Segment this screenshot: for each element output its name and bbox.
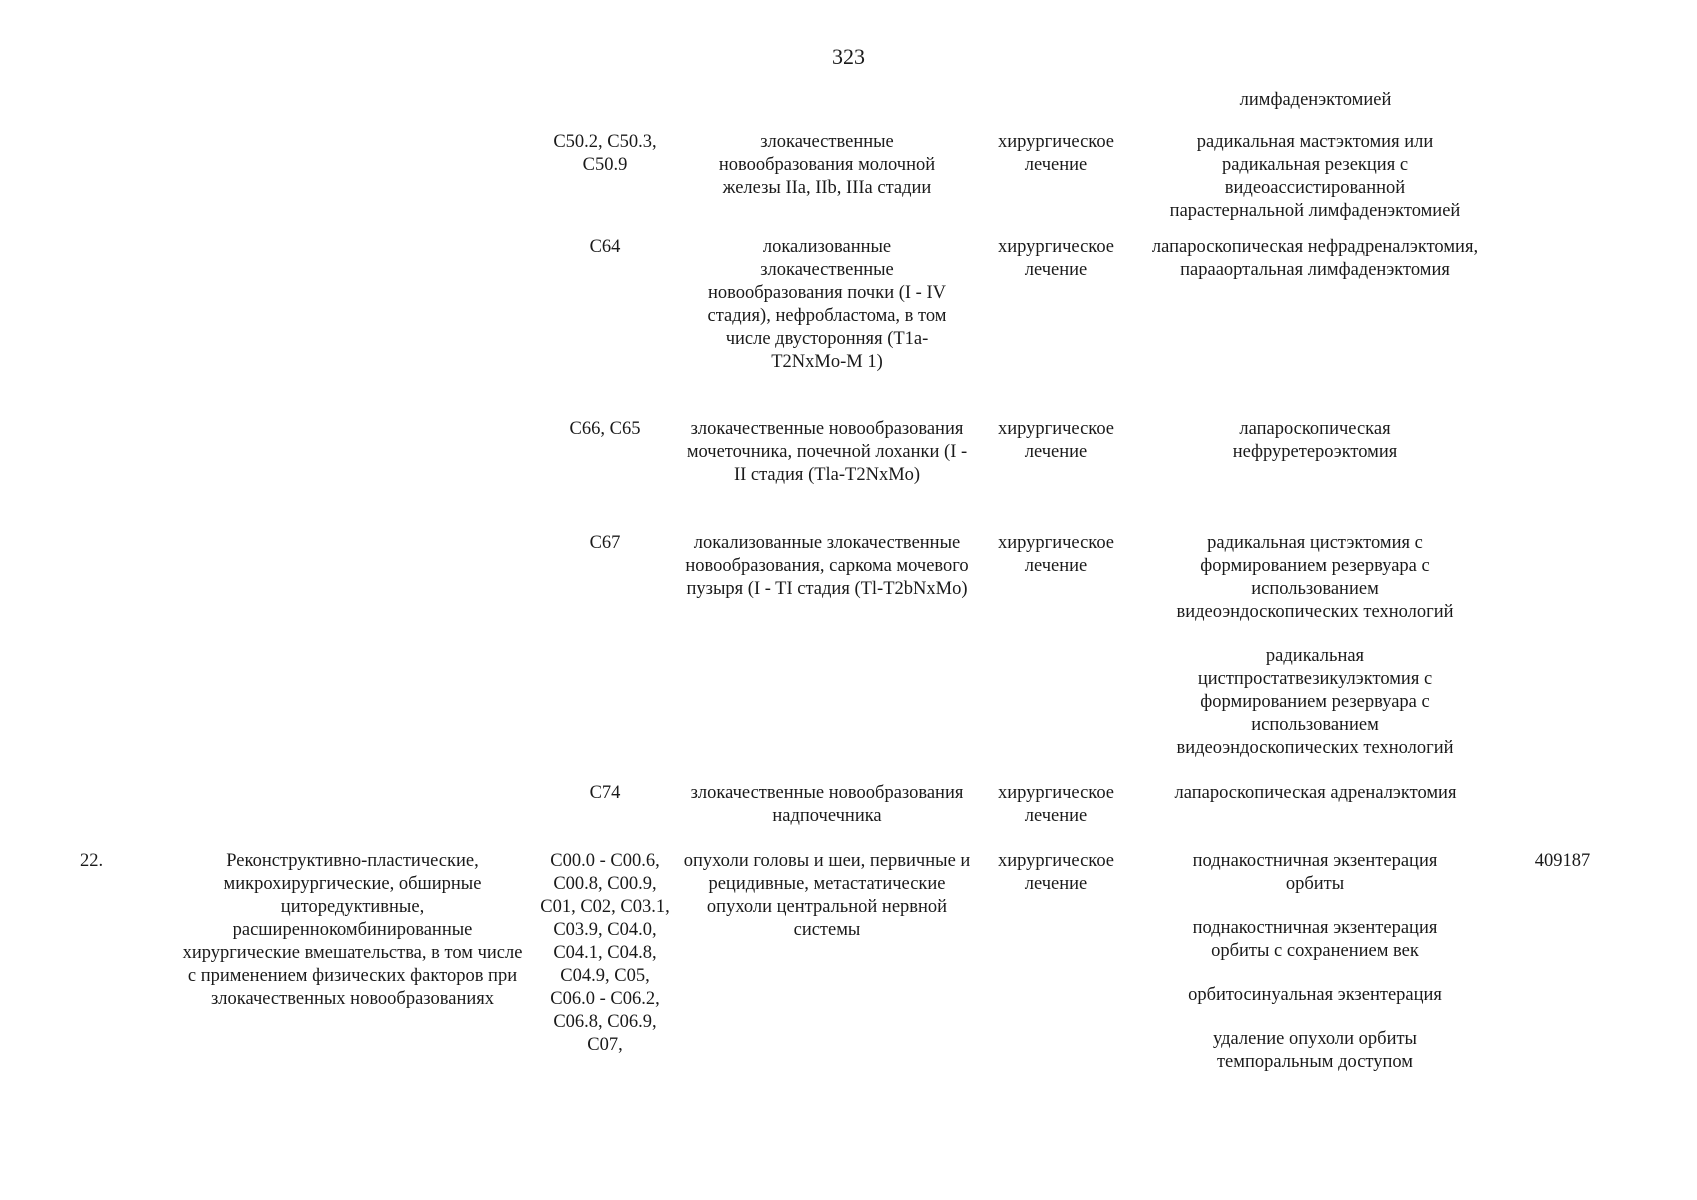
method-cell — [1160, 131, 1470, 223]
diagnosis-cell: локализованные злокачественные новообразования почки (I - IV стадия), нефробластома, в том числе двусторонняя (T1a-T2NxMo-M 1) — [707, 237, 947, 372]
diagnosis-cell: опухоли головы и шеи, первичные и рецидивные, метастатические опухоли центральной нервной системы — [683, 851, 971, 940]
treatment-cell: хирургическое лечение — [997, 132, 1115, 175]
intervention-name-cell: Реконструктивно-пластические, микрохирургические, обширные циторедуктивные, расширеннокомбинированные хирургические вмешательства, в том числе с применением физических факторов при злокачественных новообразованиях — [182, 851, 523, 1009]
treatment-cell: хирургическое лечение — [997, 851, 1115, 894]
codes-cell: C74 — [589, 783, 621, 803]
method-cell — [1210, 418, 1420, 464]
method-cell — [1138, 89, 1493, 112]
row-number: 22. — [80, 851, 104, 871]
codes-cell: C50.2, C50.3, C50.9 — [553, 132, 657, 175]
method-item: лапароскопическая нефруретероэктомия — [1232, 419, 1398, 462]
codes-cell: C66, C65 — [569, 419, 641, 439]
method-item: орбитосинуальная экзентерация — [1188, 985, 1442, 1005]
diagnosis-cell: злокачественные новообразования молочной железы IIa, IIb, IIIa стадии — [718, 132, 936, 198]
codes-cell: C00.0 - C00.6, C00.8, C00.9, C01, C02, C03.1, C03.9, C04.0, C04.1, C04.8, C04.9, C05, C06.0 - C06.2, C06.8, C06.9, C07, — [540, 851, 670, 1055]
method-item: радикальная мастэктомия или радикальная резекция с видеоассистированной парастернальной лимфаденэктомией — [1169, 132, 1461, 221]
codes-cell: C67 — [589, 533, 621, 553]
diagnosis-cell: злокачественные новообразования надпочечника — [690, 783, 964, 826]
treatment-cell: хирургическое лечение — [997, 533, 1115, 576]
treatment-cell: хирургическое лечение — [997, 237, 1115, 280]
method-cell — [1160, 532, 1470, 760]
diagnosis-cell: локализованные злокачественные новообразования, саркома мочевого пузыря (I - TI стадия (Tl-T2bNxMo) — [685, 533, 969, 599]
method-item: поднакостничная экзентерация орбиты — [1192, 851, 1438, 894]
method-item: лапароскопическая адреналэктомия — [1174, 783, 1457, 803]
codes-cell: C64 — [589, 237, 621, 257]
method-item: радикальная цистпростатвезикулэктомия с формированием резервуара с использованием видеоэндоскопических технологий — [1176, 646, 1454, 758]
diagnosis-cell: злокачественные новообразования мочеточника, почечной лоханки (I - II стадия (Tla-T2NxMo) — [686, 419, 968, 485]
method-cell — [1138, 782, 1493, 805]
method-item: лимфаденэктомией — [1239, 90, 1392, 110]
cost-cell: 409187 — [1534, 851, 1591, 871]
method-item: лапароскопическая нефрадреналэктомия, парааортальная лимфаденэктомия — [1151, 237, 1479, 280]
method-item: радикальная цистэктомия с формированием резервуара с использованием видеоэндоскопических технологий — [1176, 533, 1454, 622]
method-cell — [1150, 236, 1480, 282]
method-item: поднакостничная экзентерация орбиты с сохранением век — [1192, 918, 1438, 961]
treatment-cell: хирургическое лечение — [997, 419, 1115, 462]
treatment-cell: хирургическое лечение — [997, 783, 1115, 826]
page-number: 323 — [832, 44, 865, 69]
method-cell — [1170, 850, 1460, 1074]
method-item: удаление опухоли орбиты темпоральным доступом — [1213, 1029, 1417, 1072]
